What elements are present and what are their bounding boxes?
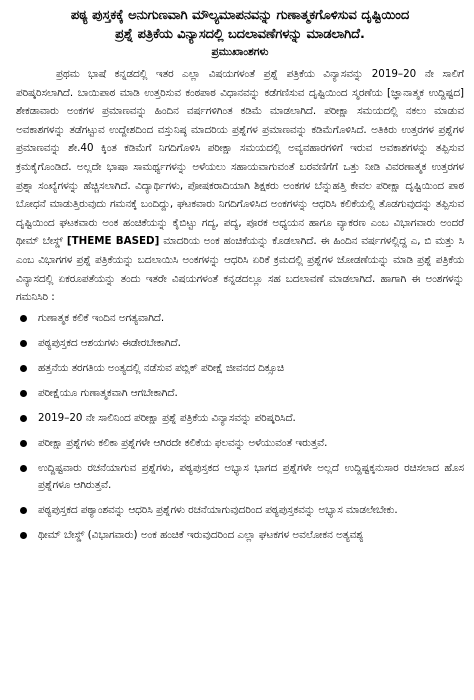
- bullet-icon: [20, 365, 27, 372]
- list-item-text: ಪರೀಕ್ಷೆಯೂ ಗುಣಾತ್ಮಕವಾಗಿ ಆಗಬೇಕಾಗಿದೆ.: [38, 386, 178, 399]
- list-item: [16, 460, 464, 494]
- paragraph-theme-based: [THEME BASED]: [66, 235, 160, 248]
- bullet-icon: [20, 315, 27, 322]
- list-item-text: ಉದ್ದಿಷ್ಟವಾರು ರಚನೆಯಾಗುವ ಪ್ರಶ್ನೆಗಳು, ಪಠ್ಯಪುಸ್ತಕದ ಅಭ್ಯಾಸ ಭಾಗದ ಪ್ರಶ್ನೆಗಳೇ ಅಲ್ಲದೆ ಉದ್ದಿಷ್ಟಕ್ಕನುಸಾರ ರಚಿಸಲಾದ ಹೊಸ ಪ್ರಶ್ನೆಗಳೂ ಆಗಿರುತ್ತವೆ.: [38, 461, 464, 491]
- document-title-line1: ಪಠ್ಯ ಪುಸ್ತಕಕ್ಕೆ ಅನುಗುಣವಾಗಿ ಮೌಲ್ಯಮಾಪನವನ್ನು ಗುಣಾತ್ಮಕಗೊಳಿಸುವ ದೃಷ್ಟಿಯಿಂದ: [70, 8, 410, 23]
- list-item-text: ಪಠ್ಯಪುಸ್ತಕದ ಪಠ್ಯಾಂಶವನ್ನು ಆಧರಿಸಿ ಪ್ರಶ್ನೆಗಳು ರಚನೆಯಾಗುವುದರಿಂದ ಪಠ್ಯಪುಸ್ತಕವನ್ನು ಅಭ್ಯಾಸ ಮಾಡಲೇಬೇಕು.: [38, 503, 398, 516]
- list-item: [16, 435, 464, 452]
- list-item: [16, 310, 464, 327]
- list-item: [16, 410, 464, 427]
- list-item: [16, 385, 464, 402]
- list-item: [16, 527, 464, 544]
- bullet-icon: [20, 340, 27, 347]
- list-item-text: ಗುಣಾತ್ಮಕ ಕಲಿಕೆ ಇಂದಿನ ಅಗತ್ಯವಾಗಿದೆ.: [38, 311, 165, 324]
- list-item-text: ಹತ್ತನೆಯ ತರಗತಿಯ ಅಂತ್ಯದಲ್ಲಿ ನಡೆಸುವ ಪಬ್ಲಿಕ್ ಪರೀಕ್ಷೆ ಜೀವನದ ದಿಕ್ಸೂಚಿ: [38, 361, 284, 374]
- bullet-icon: [20, 465, 27, 472]
- bullet-icon: [20, 440, 27, 447]
- paragraph-text-part2: ಮಾದರಿಯ ಅಂಕ ಹಂಚಿಕೆಯನ್ನು ಕೊಡಲಾಗಿದೆ. ಈ ಹಿಂದಿನ ವರ್ಷಗಳಲ್ಲಿದ್ದ ಎ, ಬಿ ಮತ್ತು ಸಿ ಎಂಬ ವಿಭಾಗಗಳ ಪ್ರಶ್ನೆ ಪತ್ರಿಕೆಯನ್ನು ಬದಲಾಯಿಸಿ ಅಂಕಗಳನ್ನು ಆಧರಿಸಿ ಏರಿಕೆ ಕ್ರಮದಲ್ಲಿ ಪ್ರಶ್ನೆಗಳ ಜೋಡಣೆಯನ್ನು ಮಾಡಿ ಪ್ರಶ್ನೆ ಪತ್ರಿಕೆಯ ವಿನ್ಯಾಸದಲ್ಲಿ ಏಕರೂಪತೆಯನ್ನು ತಂದು ಇತರೇ ವಿಷಯಗಳಂತೆ ಕನ್ನಡದಲ್ಲೂ ಸಹ ಬದಲಾವಣೆ ಮಾಡಲಾಗಿದೆ. ಹಾಗಾಗಿ ಈ ಅಂಶಗಳನ್ನು ಗಮನಿಸಿರಿ :: [16, 235, 464, 304]
- list-item-text: ಥೀಮ್ ಬೇಸ್ಡ್ (ವಿಭಾಗವಾರು) ಅಂಕ ಹಂಚಿಕೆ ಇರುವುದರಿಂದ ಎಲ್ಲಾ ಘಟಕಗಳ ಅವಲೋಕನ ಅತ್ಯವಶ್ಯ: [38, 528, 364, 541]
- document-title-line2: ಪ್ರಶ್ನೆ ಪತ್ರಿಕೆಯ ವಿನ್ಯಾಸದಲ್ಲಿ ಬದಲಾವಣೆಗಳನ್ನು ಮಾಡಲಾಗಿದೆ.: [115, 27, 365, 42]
- bullet-icon: [20, 390, 27, 397]
- bullet-icon: [20, 532, 27, 539]
- list-item: [16, 335, 464, 352]
- main-paragraph: [16, 65, 464, 307]
- list-item-text: ಪಠ್ಯಪುಸ್ತಕದ ಆಶಯಗಳು ಈಡೇರಬೇಕಾಗಿದೆ.: [38, 336, 181, 349]
- list-item-text: 2019–20 ನೇ ಸಾಲಿನಿಂದ ಪರೀಕ್ಷಾ ಪ್ರಶ್ನೆ ಪತ್ರಿಕೆಯ ವಿನ್ಯಾಸವನ್ನು ಪರಿಷ್ಕರಿಸಿದೆ.: [38, 411, 296, 424]
- list-item: [16, 360, 464, 377]
- key-points-list: [16, 310, 464, 544]
- list-item-text: ಪರೀಕ್ಷಾ ಪ್ರಶ್ನೆಗಳು ಕಲಿಕಾ ಪ್ರಶ್ನೆಗಳೇ ಆಗಿರದೇ ಕಲಿಕೆಯ ಫಲವನ್ನು ಅಳೆಯುವಂತೆ ಇರುತ್ತವೆ.: [38, 436, 328, 449]
- paragraph-text-part1: ಪ್ರಥಮ ಭಾಷೆ ಕನ್ನಡದಲ್ಲಿ ಇತರ ಎಲ್ಲಾ ವಿಷಯಗಳಂತೆ ಪ್ರಶ್ನೆ ಪತ್ರಿಕೆಯ ವಿನ್ಯಾಸವನ್ನು 2019–20 ನೇ ಸಾಲಿಗೆ ಪರಿಷ್ಕರಿಸಲಾಗಿದೆ. ಬಾಯಿಪಾಠ ಮಾಡಿ ಉತ್ತರಿಸುವ ಕಂಠಪಾಠ ವಿಧಾನವನ್ನು ಕಡೆಗಣಿಸುವ ದೃಷ್ಟಿಯಿಂದ ಸ್ಮರಣೆಯ [ಜ್ಞಾನಾತ್ಮಕ ಉದ್ದಿಷ್ಟದ] ಶೇಕಡಾವಾರು ಅಂಕಗಳ ಪ್ರಮಾಣವನ್ನು ಹಿಂದಿನ ವರ್ಷಗಳಿಗಿಂತ ಕಡಿಮೆ ಮಾಡಲಾಗಿದೆ. ಪರೀಕ್ಷಾ ಸಮಯದಲ್ಲಿ ನಕಲು ಮಾಡುವ ಅವಕಾಶಗಳನ್ನು ತಡೆಗಟ್ಟುವ ಉದ್ದೇಶದಿಂದ ವಸ್ತುನಿಷ್ಠ ಮಾದರಿಯ ಪ್ರಶ್ನೆಗಳ ಪ್ರಮಾಣವನ್ನು ಕಡಿಮೆಗೊಳಿಸಿದೆ. ಅತಿಕಿರು ಉತ್ತರಗಳ ಪ್ರಶ್ನೆಗಳ ಪ್ರಮಾಣವನ್ನು ಶೇ.40 ಕ್ಕಿಂತ ಕಡಿಮೆಗೆ ನಿಗದಿಗೊಳಿಸಿ ಪರೀಕ್ಷಾ ಸಮಯದಲ್ಲಿ ಅವ್ಯವಹಾರಗಳಿಗೆ ಇರುವ ಅವಕಾಶಗಳನ್ನು ತಪ್ಪಿಸುವ ಕ್ರಮಕೈಗೊಂಡಿದೆ. ಅಲ್ಲದೇ ಭಾಷಾ ಸಾಮರ್ಥ್ಯಗಳನ್ನು ಅಳೆಯಲು ಸಹಾಯವಾಗುವಂತೆ ಬರವಣಿಗೆಗೆ ಒತ್ತು ನೀಡಿ ವಿವರಣಾತ್ಮಕ ಉತ್ತರಗಳ ಪ್ರಶ್ನಾ ಸಂಖ್ಯೆಗಳನ್ನು ಹೆಚ್ಚಿಸಲಾಗಿದೆ. ವಿದ್ಯಾರ್ಥಿಗಳು, ಪೋಷಕರಾದಿಯಾಗಿ ಶಿಕ್ಷಕರು ಅಂಕಗಳ ಬೆನ್ನುಹತ್ತಿ ಕೇವಲ ಪರೀಕ್ಷಾ ದೃಷ್ಟಿಯಿಂದ ಪಾಠ ಬೋಧನೆ ಮಾಡುತ್ತಿರುವುದು ಗಮನಕ್ಕೆ ಬಂದಿದ್ದು, ಘಟಕವಾರು ನಿಗದಿಗೊಳಿಸಿದ ಅಂಕಗಳನ್ನು ಆಧರಿಸಿ ಕಲಿಕೆಯಲ್ಲಿ ತೊಡಗುವುದನ್ನು ತಪ್ಪಿಸುವ ದೃಷ್ಟಿಯಿಂದ ಘಟಕವಾರು ಅಂಕ ಹಂಚಿಕೆಯನ್ನು ಕೈಬಿಟ್ಟು ಗದ್ಯ, ಪದ್ಯ, ಪೂರಕ ಅಧ್ಯಯನ ಹಾಗೂ ವ್ಯಾಕರಣ ಎಂಬ ವಿಭಾಗವಾರು ಅಂದರೆ ಥೀಮ್ ಬೇಸ್ಡ್: [16, 68, 464, 248]
- list-item: [16, 502, 464, 519]
- bullet-icon: [20, 415, 27, 422]
- bullet-icon: [20, 507, 27, 514]
- section-subtitle: ಪ್ರಮುಖಾಂಶಗಳು: [211, 46, 269, 58]
